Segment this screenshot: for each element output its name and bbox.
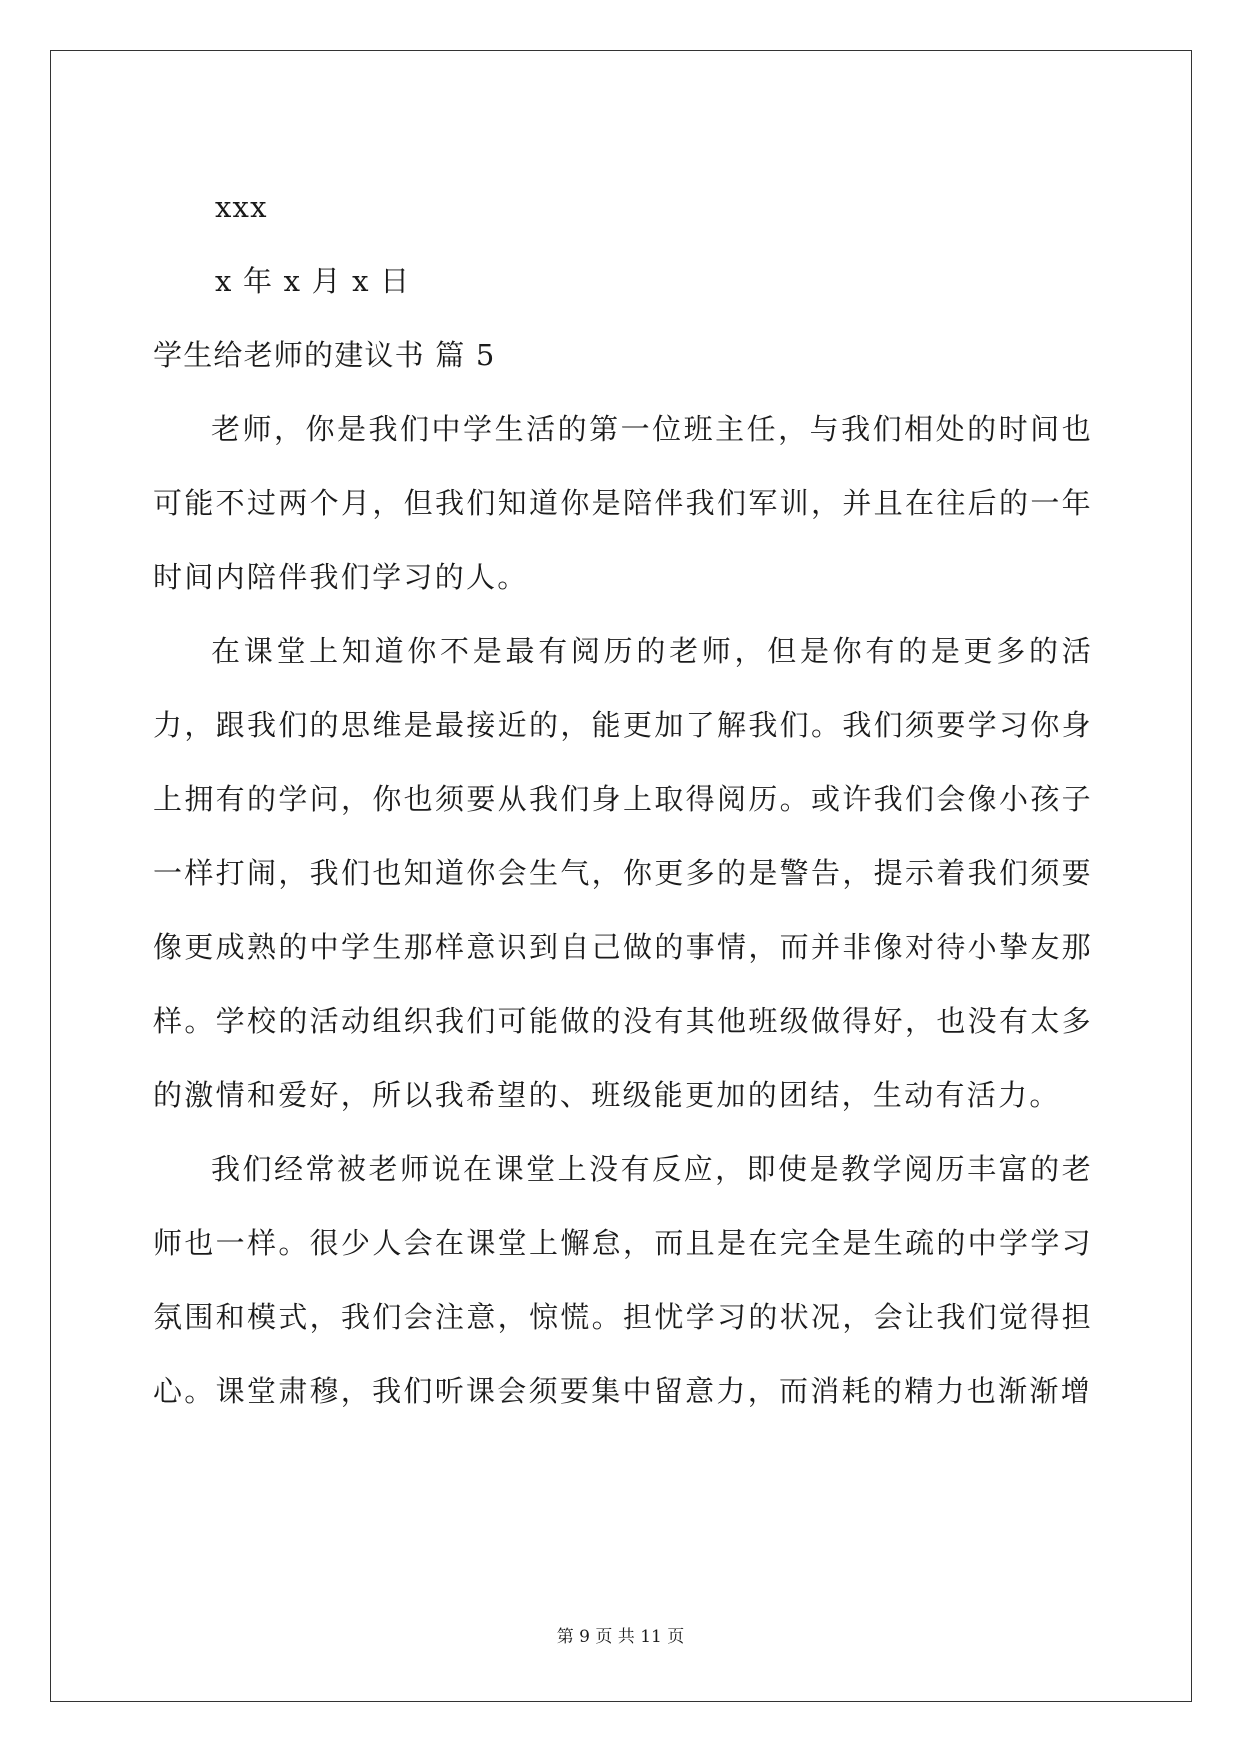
date-line: x 年 x 月 x 日 [215, 264, 411, 298]
paragraph-1: 老师，你是我们中学生活的第一位班主任，与我们相处的时间也可能不过两个月，但我们知道你是陪伴我们军训，并且在往后的一年时间内陪伴我们学习的人。 [153, 412, 1093, 594]
signature: xxx [215, 190, 268, 224]
paragraph-2: 在课堂上知道你不是最有阅历的老师，但是你有的是更多的活力，跟我们的思维是最接近的，能更加了解我们。我们须要学习你身上拥有的学问，你也须要从我们身上取得阅历。或许我们会像小孩子一样打闹，我们也知道你会生气，你更多的是警告，提示着我们须要像更成熟的中学生那样意识到自己做的事情，而并非像对待小挚友那样。学校的活动组织我们可能做的没有其他班级做得好，也没有太多的激情和爱好，所以我希望的、班级能更加的团结，生动有活力。 [153, 634, 1093, 1112]
section-heading: 学生给老师的建议书 篇 5 [153, 338, 496, 372]
paragraph-3: 我们经常被老师说在课堂上没有反应，即使是教学阅历丰富的老师也一样。很少人会在课堂上懈怠，而且是在完全是生疏的中学学习氛围和模式，我们会注意，惊慌。担忧学习的状况，会让我们觉得担心。课堂肃穆，我们听课会须要集中留意力，而消耗的精力也渐渐增 [153, 1152, 1093, 1408]
document-body [153, 170, 1093, 1428]
page-number-footer: 第 9 页 共 11 页 [556, 1627, 685, 1647]
